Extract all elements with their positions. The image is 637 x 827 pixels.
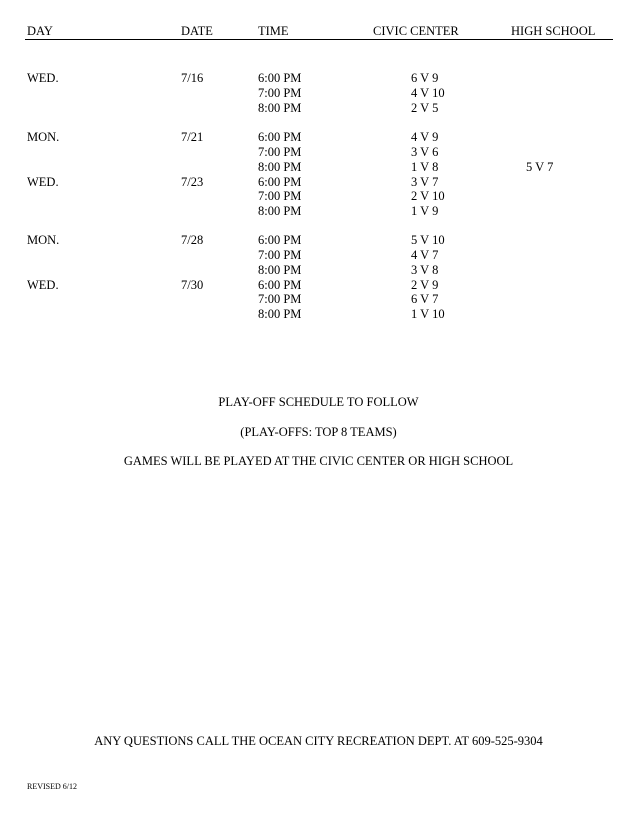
header-date: DATE <box>181 24 213 38</box>
cell-day: WED. <box>27 278 59 292</box>
header-day: DAY <box>27 24 53 38</box>
cell-date: 7/28 <box>181 233 204 247</box>
cell-date: 7/30 <box>181 278 204 292</box>
playoff-teams-note: (PLAY-OFFS: TOP 8 TEAMS) <box>240 425 397 439</box>
header-time: TIME <box>258 24 289 38</box>
cell-civic-center: 5 V 10 <box>411 233 445 247</box>
cell-date: 7/23 <box>181 175 204 189</box>
cell-civic-center: 1 V 10 <box>411 307 445 321</box>
header-high-school: HIGH SCHOOL <box>511 24 596 38</box>
revised-date: REVISED 6/12 <box>27 782 77 791</box>
cell-civic-center: 1 V 9 <box>411 204 439 218</box>
cell-time: 7:00 PM <box>258 292 302 306</box>
cell-day: WED. <box>27 175 59 189</box>
cell-civic-center: 4 V 9 <box>411 130 439 144</box>
cell-time: 6:00 PM <box>258 233 302 247</box>
cell-day: WED. <box>27 71 59 85</box>
cell-time: 8:00 PM <box>258 101 302 115</box>
cell-time: 6:00 PM <box>258 71 302 85</box>
cell-civic-center: 6 V 7 <box>411 292 439 306</box>
cell-time: 7:00 PM <box>258 248 302 262</box>
cell-day: MON. <box>27 130 60 144</box>
cell-civic-center: 6 V 9 <box>411 71 439 85</box>
cell-time: 7:00 PM <box>258 86 302 100</box>
cell-day: MON. <box>27 233 60 247</box>
cell-time: 7:00 PM <box>258 145 302 159</box>
cell-time: 6:00 PM <box>258 175 302 189</box>
playoff-schedule-note: PLAY-OFF SCHEDULE TO FOLLOW <box>218 395 419 409</box>
cell-civic-center: 3 V 8 <box>411 263 439 277</box>
cell-time: 8:00 PM <box>258 307 302 321</box>
cell-civic-center: 2 V 5 <box>411 101 439 115</box>
cell-high-school: 5 V 7 <box>526 160 554 174</box>
cell-time: 6:00 PM <box>258 278 302 292</box>
cell-time: 7:00 PM <box>258 189 302 203</box>
cell-civic-center: 4 V 7 <box>411 248 439 262</box>
cell-time: 8:00 PM <box>258 204 302 218</box>
cell-civic-center: 2 V 10 <box>411 189 445 203</box>
cell-civic-center: 4 V 10 <box>411 86 445 100</box>
cell-date: 7/16 <box>181 71 204 85</box>
header-civic-center: CIVIC CENTER <box>373 24 459 38</box>
cell-time: 6:00 PM <box>258 130 302 144</box>
cell-civic-center: 3 V 7 <box>411 175 439 189</box>
cell-date: 7/21 <box>181 130 204 144</box>
header-rule <box>25 39 613 40</box>
cell-civic-center: 3 V 6 <box>411 145 439 159</box>
cell-civic-center: 2 V 9 <box>411 278 439 292</box>
questions-contact: ANY QUESTIONS CALL THE OCEAN CITY RECREATION DEPT. AT 609-525-9304 <box>94 734 543 748</box>
cell-time: 8:00 PM <box>258 263 302 277</box>
cell-time: 8:00 PM <box>258 160 302 174</box>
cell-civic-center: 1 V 8 <box>411 160 439 174</box>
location-note: GAMES WILL BE PLAYED AT THE CIVIC CENTER OR HIGH SCHOOL <box>123 454 514 468</box>
